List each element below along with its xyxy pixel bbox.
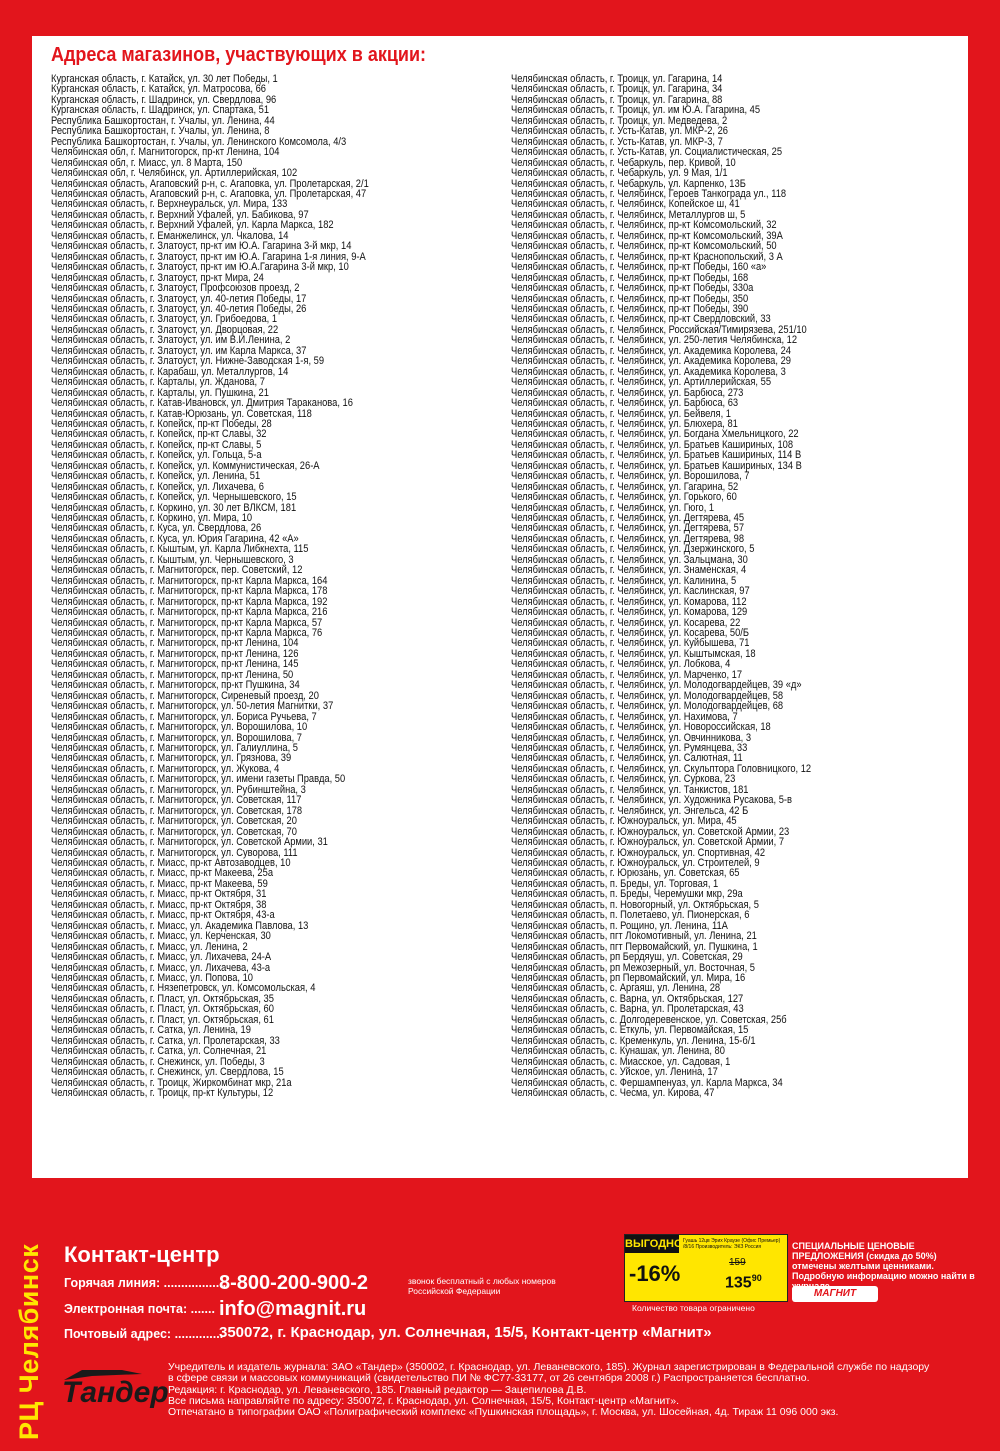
address-item: Челябинская область, г. Верхнеуральск, ул. Мира, 133 <box>51 198 288 211</box>
magnit-logo: МАГНИТ <box>792 1286 878 1302</box>
address-item: Челябинская область, г. Карабаш, ул. Металлургов, 14 <box>51 365 289 378</box>
address-item: Челябинская область, г. Усть-Катав, ул. МКР-2, 26 <box>511 125 729 138</box>
address-item: Челябинская область, г. Миасс, пр-кт Октября, 31 <box>51 888 267 901</box>
address-item: Челябинская область, г. Челябинск, ул. Овчинникова, 3 <box>511 731 752 744</box>
address-item: Челябинская область, с. Фершампенуаз, ул. Карла Маркса, 34 <box>511 1076 783 1089</box>
address-item: Челябинская область, г. Магнитогорск, пр-кт Пушкина, 34 <box>51 679 300 692</box>
address-item: Челябинская область, г. Челябинск, ул. Горького, 60 <box>511 491 737 504</box>
address-item: Челябинская область, г. Миасс, ул. Лихачева, 43-а <box>51 961 271 974</box>
address-item: Челябинская область, г. Челябинск, ул. Лобкова, 4 <box>511 658 731 671</box>
address-item: Челябинская область, с. Чесма, ул. Кирова, 47 <box>511 1086 715 1099</box>
address-item: Челябинская область, г. Миасс, пр-кт Автозаводцев, 10 <box>51 856 291 869</box>
address-item: Челябинская область, г. Челябинск, пр-кт Победы, 350 <box>511 292 749 305</box>
address-item: Челябинская область, г. Копейск, пр-кт Славы, 5 <box>51 438 262 451</box>
imprint-text <box>168 1362 929 1418</box>
address-item: Челябинская область, г. Челябинск, ул. Энгельса, 42 Б <box>511 804 749 817</box>
promo-product-text: Гуашь 12цв Эрих Краузе (Офис Премьер) /8/16 Производитель: ЭКЗ Россия <box>683 1238 781 1250</box>
address-item: Челябинская область, с. Уйское, ул. Ленина, 17 <box>511 1066 718 1079</box>
address-item: Челябинская область, г. Челябинск, пр-кт Комсомольский, 50 <box>511 240 777 253</box>
address-item: Челябинская область, г. Чебаркуль, ул. Карпенко, 13Б <box>511 177 746 190</box>
address-item: Республика Башкортостан, г. Учалы, ул. Ленинского Комсомола, 4/3 <box>51 135 347 148</box>
address-item: Челябинская область, г. Магнитогорск, ул. Советская, 20 <box>51 815 297 828</box>
address-item: Челябинская область, г. Златоуст, Профсоюзов проезд, 2 <box>51 282 300 295</box>
promo-new-price <box>725 1273 762 1292</box>
address-item: Челябинская область, г. Челябинск, ул. Дзержинского, 5 <box>511 543 755 556</box>
address-item: Челябинская область, г. Сатка, ул. Солнечная, 21 <box>51 1045 267 1058</box>
address-item: Челябинская область, г. Златоуст, ул. Дворцовая, 22 <box>51 323 279 336</box>
address-item: Челябинская область, г. Катав-Юрюзань, ул. Советская, 118 <box>51 407 312 420</box>
address-item: Челябинская область, г. Челябинск, пр-кт Победы, 160 «а» <box>511 261 767 274</box>
address-item: Челябинская область, пгт Первомайский, ул. Пушкина, 1 <box>511 940 758 953</box>
address-item: Челябинская область, г. Троицк, ул. Медведева, 2 <box>511 114 728 127</box>
address-item: Челябинская область, г. Магнитогорск, пр-кт Карла Маркса, 57 <box>51 616 323 629</box>
address-item: Челябинская область, г. Златоуст, пр-кт им Ю.А.Гагарина 3-й мкр, 10 <box>51 261 349 274</box>
address-item: Челябинская область, г. Магнитогорск, ул. Ворошилова, 7 <box>51 731 302 744</box>
address-item: Челябинская область, г. Миасс, пр-кт Макеева, 25а <box>51 867 274 880</box>
address-item: Челябинская область, п. Новогорный, ул. Октябрьская, 5 <box>511 898 759 911</box>
tander-wordmark: Тандер <box>62 1376 169 1409</box>
address-item: Челябинская область, г. Магнитогорск, пр-кт Карла Маркса, 178 <box>51 585 328 598</box>
address-item: Челябинская область, г. Троицк, ул. Гагарина, 14 <box>511 73 723 85</box>
address-item: Челябинская область, г. Копейск, ул. Коммунистическая, 26-А <box>51 459 320 472</box>
address-item: Челябинская область, г. Челябинск, ул. Молодогвардейцев, 68 <box>511 700 784 713</box>
address-item: Челябинская область, г. Челябинск, ул. Дегтярева, 45 <box>511 512 745 525</box>
address-item: Челябинская область, г. Верхний Уфалей, ул. Бабикова, 97 <box>51 208 309 221</box>
address-item: Челябинская область, г. Челябинск, пр-кт Победы, 168 <box>511 271 749 284</box>
address-item: Челябинская область, г. Пласт, ул. Октябрьская, 61 <box>51 1013 274 1026</box>
address-item: Челябинская область, с. Долгодеревенское, ул. Советская, 25б <box>511 1013 787 1026</box>
address-item: Челябинская область, г. Магнитогорск, ул. 50-летия Магнитки, 37 <box>51 700 334 713</box>
promo-tag: ВЫГОДНО <box>625 1235 679 1253</box>
address-item: Челябинская область, г. Еманжелинск, ул. Чкалова, 14 <box>51 229 289 242</box>
address-item: Челябинская область, г. Челябинск, пр-кт Свердловский, 33 <box>511 313 771 326</box>
promo-old-price: 159 <box>729 1257 746 1268</box>
address-item: Челябинская область, с. Кременкуль, ул. Ленина, 15-б/1 <box>511 1034 756 1047</box>
address-item: Республика Башкортостан, г. Учалы, ул. Ленина, 44 <box>51 114 275 127</box>
address-item: Челябинская область, г. Челябинск, ул. 250-летия Челябинска, 12 <box>511 334 798 347</box>
address-item: Челябинская область, г. Кыштым, ул. Чернышевского, 3 <box>51 553 294 566</box>
address-item: Челябинская область, г. Челябинск, ул. Каслинская, 97 <box>511 585 750 598</box>
address-item: Челябинская область, г. Златоуст, ул. им В.И.Ленина, 2 <box>51 334 291 347</box>
address-item: Челябинская область, г. Челябинск, ул. Суркова, 23 <box>511 773 736 786</box>
address-item: Челябинская область, г. Челябинск, ул. Румянцева, 33 <box>511 742 748 754</box>
free-call-note: звонок бесплатный с любых номеров Российской Федерации <box>408 1276 556 1296</box>
address-item: Челябинская область, г. Куса, ул. Свердлова, 26 <box>51 522 262 535</box>
address-item: Челябинская область, г. Магнитогорск, ул. Советская, 117 <box>51 794 302 807</box>
address-item: Челябинская область, г. Челябинск, ул. Блюхера, 81 <box>511 417 738 430</box>
address-item: Челябинская область, г. Магнитогорск, ул. Советской Армии, 31 <box>51 836 328 849</box>
address-item: Челябинская область, г. Троицк, ул. Гагарина, 88 <box>511 93 723 106</box>
special-offers-text: СПЕЦИАЛЬНЫЕ ЦЕНОВЫЕ ПРЕДЛОЖЕНИЯ (скидка до 50%) отмечены желтыми ценниками. Подробную информацию можно найти в <box>792 1241 975 1281</box>
address-item: Челябинская область, г. Челябинск, ул. Богдана Хмельницкого, 22 <box>511 428 799 441</box>
address-item: Челябинская область, с. Еткуль, ул. Первомайская, 15 <box>511 1024 749 1037</box>
address-item: Челябинская область, г. Пласт, ул. Октябрьская, 35 <box>51 992 274 1005</box>
address-heading: Адреса магазинов, участвующих в акции: <box>51 44 427 66</box>
address-item: Челябинская область, г. Магнитогорск, ул. Советская, 178 <box>51 804 303 817</box>
address-item: Челябинская область, г. Златоуст, пр-кт Мира, 24 <box>51 271 264 284</box>
address-item: Челябинская обл, г. Миасс, ул. 8 Марта, 150 <box>51 156 243 169</box>
address-item: Челябинская область, г. Троицк, ул. Гагарина, 34 <box>511 83 723 96</box>
address-item: Челябинская область, г. Снежинск, ул. Победы, 3 <box>51 1055 265 1068</box>
address-item: Челябинская область, г. Челябинск, Героев Танкограда ул., 118 <box>511 187 787 200</box>
address-item: Челябинская область, г. Копейск, пр-кт Славы, 32 <box>51 428 267 441</box>
address-item: Челябинская область, г. Челябинск, Копейское ш, 41 <box>511 198 740 211</box>
address-item: Челябинская область, с. Аргаяш, ул. Ленина, 28 <box>511 982 721 995</box>
address-item: Челябинская область, г. Магнитогорск, пр-кт Карла Маркса, 76 <box>51 627 323 640</box>
address-item: Челябинская область, г. Челябинск, Металлургов ш, 5 <box>511 208 746 221</box>
address-item: Челябинская область, г. Челябинск, ул. Кыштымская, 18 <box>511 647 756 660</box>
imprint-line: Учредитель и издатель журнала: ЗАО «Тандер» (350002, г. Краснодар, ул. Леваневского, 185). Журнал зарегистрирован в Федеральной службе по надзору <box>168 1361 930 1373</box>
address-item: Челябинская область, г. Магнитогорск, пр-кт Карла Маркса, 164 <box>51 574 328 587</box>
right-address-list <box>511 74 877 1098</box>
address-item: Челябинская область, г. Челябинск, ул. Бейвеля, 1 <box>511 407 731 420</box>
address-item: Челябинская область, г. Златоуст, пр-кт им Ю.А. Гагарина 3-й мкр, 14 <box>51 240 352 253</box>
address-item: Челябинская область, г. Миасс, пр-кт Макеева, 59 <box>51 877 268 890</box>
address-item: Челябинская область, г. Челябинск, ул. Косарева, 50/Б <box>511 627 750 640</box>
address-item: Челябинская область, п. Бреды, Черемушки мкр, 29а <box>511 888 743 901</box>
address-item: Челябинская область, г. Магнитогорск, пр-кт Карла Маркса, 216 <box>51 606 328 619</box>
address-item: Челябинская область, г. Копейск, ул. Ленина, 51 <box>51 470 261 483</box>
address-item: Челябинская область, г. Челябинск, Российская/Тимирязева, 251/10 <box>511 323 807 336</box>
address-item: Челябинская область, г. Челябинск, ул. Ворошилова, 7 <box>511 470 750 483</box>
contact-center-title: Контакт-центр <box>64 1242 220 1267</box>
address-item: Челябинская область, г. Магнитогорск, пр-кт Ленина, 126 <box>51 647 299 660</box>
hotline-number[interactable]: 8-800-200-900-2 <box>219 1272 368 1294</box>
address-item: Челябинская область, г. Магнитогорск, ул. Суворова, 111 <box>51 846 298 859</box>
address-item: Курганская область, г. Катайск, ул. Матросова, 66 <box>51 83 267 96</box>
address-item: Челябинская область, г. Катав-Ивановск, ул. Дмитрия Тараканова, 16 <box>51 397 353 410</box>
address-item: Челябинская область, г. Миасс, ул. Академика Павлова, 13 <box>51 919 309 932</box>
address-item: Челябинская область, г. Куса, ул. Юрия Гагарина, 42 «А» <box>51 532 299 545</box>
address-item: Челябинская область, п. Полетаево, ул. Пионерская, 6 <box>511 909 750 922</box>
address-item: Челябинская область, г. Челябинск, ул. Зальцмана, 30 <box>511 553 748 566</box>
address-item: Челябинская область, г. Челябинск, ул. Знаменская, 4 <box>511 564 747 577</box>
address-item: Челябинская область, г. Челябинск, ул. Комарова, 129 <box>511 606 748 619</box>
address-item: Челябинская область, г. Миасс, ул. Лихачева, 24-А <box>51 951 272 964</box>
promo-price-rub: 135 <box>725 1274 752 1292</box>
address-item: Челябинская область, г. Южноуральск, ул. Спортивная, 42 <box>511 846 766 859</box>
address-item: Челябинская область, г. Сатка, ул. Пролетарская, 33 <box>51 1034 280 1047</box>
address-item: Челябинская область, г. Магнитогорск, пр-кт Ленина, 104 <box>51 637 299 650</box>
address-item: Челябинская область, г. Челябинск, ул. Скульптора Головницкого, 12 <box>511 762 812 775</box>
address-item: Челябинская область, г. Златоуст, ул. им Карла Маркса, 37 <box>51 344 307 357</box>
address-item: Челябинская область, г. Златоуст, ул. 40-летия Победы, 26 <box>51 302 307 315</box>
post-address-label: Почтовый адрес: .............. <box>64 1327 224 1341</box>
address-item: Челябинская область, г. Миасс, пр-кт Октября, 38 <box>51 898 267 911</box>
address-item: Курганская область, г. Шадринск, ул. Свердлова, 96 <box>51 93 277 106</box>
address-item: Челябинская область, г. Златоуст, ул. 40-летия Победы, 17 <box>51 292 307 305</box>
address-item: Челябинская область, г. Челябинск, пр-кт Комсомольский, 32 <box>511 219 777 232</box>
address-item: Челябинская область, г. Карталы, ул. Пушкина, 21 <box>51 386 269 399</box>
address-item: Челябинская область, г. Троицк, Жиркомбинат мкр, 21а <box>51 1076 292 1089</box>
address-item: Челябинская область, г. Магнитогорск, пр-кт Карла Маркса, 192 <box>51 595 328 608</box>
address-item: Челябинская область, г. Южноуральск, ул. Советской Армии, 7 <box>511 836 785 849</box>
address-item: Челябинская область, г. Магнитогорск, ул. Советская, 70 <box>51 825 297 838</box>
address-item: Челябинская область, г. Карталы, ул. Жданова, 7 <box>51 376 265 389</box>
address-item: Челябинская область, г. Юрюзань, ул. Советская, 65 <box>511 867 740 880</box>
address-item: Челябинская область, г. Челябинск, ул. Салютная, 11 <box>511 752 743 765</box>
address-item: Челябинская область, п. Бреды, ул. Торговая, 1 <box>511 877 719 890</box>
address-item: Челябинская область, г. Чебаркуль, ул. 9 Мая, 1/1 <box>511 167 728 180</box>
address-item: Челябинская область, г. Магнитогорск, ул. Ворошилова, 10 <box>51 721 308 734</box>
address-item: Челябинская область, г. Магнитогорск, пер. Советский, 12 <box>51 564 303 577</box>
address-item: Челябинская область, г. Златоуст, ул. Грибоедова, 1 <box>51 313 278 326</box>
address-item: Челябинская область, Агаповский р-н, с. Агаповка, ул. Пролетарская, 2/1 <box>51 177 369 190</box>
address-item: Челябинская область, с. Варна, ул. Октябрьская, 127 <box>511 992 744 1005</box>
address-item: Челябинская область, г. Челябинск, ул. Гагарина, 52 <box>511 480 739 493</box>
address-item: Челябинская область, г. Южноуральск, ул. Советской Армии, 23 <box>511 825 790 838</box>
address-item: Челябинская обл, г. Магнитогорск, пр-кт Ленина, 104 <box>51 146 280 159</box>
address-item: Челябинская область, г. Челябинск, ул. Барбюса, 63 <box>511 397 739 410</box>
address-item: Челябинская область, г. Копейск, ул. Чернышевского, 15 <box>51 491 297 504</box>
address-item: Челябинская область, г. Челябинск, ул. Куйбышева, 71 <box>511 637 750 650</box>
address-item: Челябинская обл, г. Челябинск, ул. Артиллерийская, 102 <box>51 167 298 180</box>
address-item: Челябинская область, г. Миасс, пр-кт Октября, 43-а <box>51 909 275 922</box>
address-item: Челябинская область, г. Челябинск, ул. Новороссийская, 18 <box>511 721 771 734</box>
address-item: Челябинская область, с. Миасское, ул. Садовая, 1 <box>511 1055 731 1068</box>
address-item: Курганская область, г. Катайск, ул. 30 лет Победы, 1 <box>51 73 278 85</box>
address-item: Челябинская область, г. Челябинск, ул. Братьев Кашириных, 108 <box>511 438 794 451</box>
address-item: Челябинская область, г. Миасс, ул. Ленина, 2 <box>51 940 248 953</box>
address-item: Челябинская область, г. Челябинск, ул. Калинина, 5 <box>511 574 737 587</box>
address-item: Челябинская область, г. Челябинск, пр-кт Победы, 390 <box>511 302 749 315</box>
address-item: Челябинская область, г. Коркино, ул. 30 лет ВЛКСМ, 181 <box>51 501 297 514</box>
address-item: Челябинская область, г. Магнитогорск, пр-кт Ленина, 50 <box>51 668 294 681</box>
imprint-line: Редакция: г. Краснодар, ул. Леваневского, 185. Главный редактор — Зацепилова Д.В. <box>168 1383 587 1396</box>
address-item: Челябинская область, с. Кунашак, ул. Ленина, 80 <box>511 1045 725 1058</box>
address-item: Челябинская область, г. Челябинск, ул. Барбюса, 273 <box>511 386 744 399</box>
address-item: Челябинская область, рп Бердяуш, ул. Советская, 29 <box>511 951 743 964</box>
address-item: Челябинская область, г. Челябинск, пр-кт Победы, 330а <box>511 282 754 295</box>
address-item: Челябинская область, г. Челябинск, пр-кт Комсомольский, 39А <box>511 229 783 242</box>
address-item: Челябинская область, г. Магнитогорск, ул. Галиуллина, 5 <box>51 742 298 754</box>
address-item: Челябинская область, г. Магнитогорск, ул. Жукова, 4 <box>51 762 280 775</box>
address-item: Челябинская область, г. Магнитогорск, ул. Грязнова, 39 <box>51 752 292 765</box>
address-item: Челябинская область, г. Троицк, пр-кт Культуры, 12 <box>51 1086 274 1099</box>
address-item: Челябинская область, г. Челябинск, ул. Молодогвардейцев, 58 <box>511 689 784 702</box>
address-item: Челябинская область, г. Магнитогорск, ул. Рубинштейна, 3 <box>51 783 306 796</box>
address-item: Челябинская область, г. Челябинск, ул. Академика Королева, 24 <box>511 344 791 357</box>
address-item: Челябинская область, г. Миасс, ул. Керченская, 30 <box>51 930 271 943</box>
imprint-line: Все письма направляйте по адресу: 350072, г. Краснодар, ул. Солнечная, 15/5, Контакт-центр «Магнит». <box>168 1394 679 1407</box>
address-item: Челябинская область, г. Верхний Уфалей, ул. Карла Маркса, 182 <box>51 219 334 232</box>
address-item: Челябинская область, г. Магнитогорск, Сиреневый проезд, 20 <box>51 689 319 702</box>
address-item: Челябинская область, рп Первомайский, ул. Мира, 16 <box>511 971 746 984</box>
address-item: Челябинская область, г. Троицк, ул. им Ю.А. Гагарина, 45 <box>511 104 761 117</box>
address-item: Челябинская область, г. Коркино, ул. Мира, 10 <box>51 512 253 525</box>
address-item: Челябинская область, пгт Локомотивный, ул. Ленина, 21 <box>511 930 757 943</box>
address-item: Челябинская область, г. Южноуральск, ул. Мира, 45 <box>511 815 737 828</box>
address-item: Челябинская область, г. Челябинск, ул. Гюго, 1 <box>511 501 715 514</box>
address-item: Курганская область, г. Шадринск, ул. Спартака, 51 <box>51 104 270 117</box>
address-item: Челябинская область, г. Челябинск, ул. Марченко, 17 <box>511 668 743 681</box>
address-item: Челябинская область, г. Южноуральск, ул. Строителей, 9 <box>511 856 760 869</box>
address-item: Челябинская область, г. Кыштым, ул. Карла Либкнехта, 115 <box>51 543 309 556</box>
address-item: Челябинская область, г. Миасс, ул. Попова, 10 <box>51 971 254 984</box>
address-item: Челябинская область, г. Копейск, пр-кт Победы, 28 <box>51 417 272 430</box>
post-address: 350072, г. Краснодар, ул. Солнечная, 15/5, Контакт-центр «Магнит» <box>219 1324 712 1341</box>
address-item: Челябинская область, г. Копейск, ул. Гольца, 5-а <box>51 449 262 462</box>
address-item: Челябинская область, г. Челябинск, ул. Братьев Кашириных, 134 В <box>511 459 802 472</box>
region-label: РЦ Челябинск <box>14 1243 44 1440</box>
address-item: Челябинская область, г. Челябинск, ул. Художника Русакова, 5-в <box>511 794 792 807</box>
address-item: Челябинская область, г. Челябинск, ул. Нахимова, 7 <box>511 710 738 723</box>
email-label: Электронная почта: ....... <box>64 1302 215 1316</box>
address-item: Челябинская область, г. Челябинск, пр-кт Краснопольский, 3 А <box>511 250 783 263</box>
quantity-limited-note: Количество товара ограничено <box>632 1303 755 1313</box>
address-item: Челябинская область, г. Магнитогорск, пр-кт Ленина, 145 <box>51 658 299 671</box>
address-item: Челябинская область, г. Усть-Катав, ул. МКР-3, 7 <box>511 135 723 148</box>
address-item: Республика Башкортостан, г. Учалы, ул. Ленина, 8 <box>51 125 270 138</box>
left-address-list <box>51 74 439 1098</box>
address-item: Челябинская область, г. Челябинск, ул. Дегтярева, 98 <box>511 532 745 545</box>
address-item: Челябинская область, г. Челябинск, ул. Дегтярева, 57 <box>511 522 745 535</box>
address-item: Челябинская область, г. Сатка, ул. Ленина, 19 <box>51 1024 251 1037</box>
address-item: Челябинская область, г. Нязепетровск, ул. Комсомольская, 4 <box>51 982 316 995</box>
address-item: Челябинская область, рп Межозерный, ул. Восточная, 5 <box>511 961 755 974</box>
address-item: Челябинская область, г. Пласт, ул. Октябрьская, 60 <box>51 1003 274 1016</box>
address-item: Челябинская область, г. Магнитогорск, ул. имени газеты Правда, 50 <box>51 773 346 786</box>
email-link[interactable]: info@magnit.ru <box>219 1298 367 1320</box>
address-item: Челябинская область, п. Рощино, ул. Ленина, 11А <box>511 919 728 932</box>
imprint-line: Отпечатано в типографии ОАО «Полиграфический комплекс «Пушкинская площадь», г. Москва, ул. Шосейная, 4д. Тираж 11 096 000 экз. <box>168 1406 839 1419</box>
address-item: Челябинская область, г. Челябинск, ул. Косарева, 22 <box>511 616 741 629</box>
address-item: Челябинская область, г. Челябинск, ул. Академика Королева, 3 <box>511 365 786 378</box>
price-tag-example <box>624 1234 788 1302</box>
address-item: Челябинская область, г. Златоуст, пр-кт им Ю.А. Гагарина 1-я линия, 9-А <box>51 250 366 263</box>
address-item: Челябинская область, г. Копейск, ул. Лихачева, 6 <box>51 480 264 493</box>
promo-price-kop: 90 <box>751 1273 762 1283</box>
address-item: Челябинская область, г. Челябинск, ул. Артиллерийская, 55 <box>511 376 772 389</box>
address-item: Челябинская область, с. Варна, ул. Пролетарская, 43 <box>511 1003 744 1016</box>
address-item: Челябинская область, г. Златоуст, ул. Нижне-Заводская 1-я, 59 <box>51 355 325 368</box>
address-item: Челябинская область, Агаповский р-н, с. Агаповка, ул. Пролетарская, 47 <box>51 187 367 200</box>
address-item: Челябинская область, г. Челябинск, ул. Братьев Кашириных, 114 В <box>511 449 802 462</box>
tander-logo <box>62 1368 169 1418</box>
imprint-line: в сфере связи и массовых коммуникаций (свидетельство ПИ № ФС77-33177, от 26 сентября 2008 г.) Распространяется бесплатно. <box>168 1372 810 1385</box>
address-item: Челябинская область, г. Чебаркуль, пер. Кривой, 10 <box>511 156 736 169</box>
address-item: Челябинская область, г. Челябинск, ул. Танкистов, 181 <box>511 783 749 796</box>
address-item: Челябинская область, г. Снежинск, ул. Свердлова, 15 <box>51 1066 284 1079</box>
hotline-label: Горячая линия: .................. <box>64 1276 227 1290</box>
address-item: Челябинская область, г. Челябинск, ул. Комарова, 112 <box>511 595 747 608</box>
address-item: Челябинская область, г. Магнитогорск, ул. Бориса Ручьева, 7 <box>51 710 317 723</box>
address-item: Челябинская область, г. Усть-Катав, ул. Социалистическая, 25 <box>511 146 783 159</box>
promo-discount: -16% <box>629 1261 681 1286</box>
address-item: Челябинская область, г. Челябинск, ул. Молодогвардейцев, 39 «д» <box>511 679 802 692</box>
address-item: Челябинская область, г. Челябинск, ул. Академика Королева, 29 <box>511 355 791 368</box>
